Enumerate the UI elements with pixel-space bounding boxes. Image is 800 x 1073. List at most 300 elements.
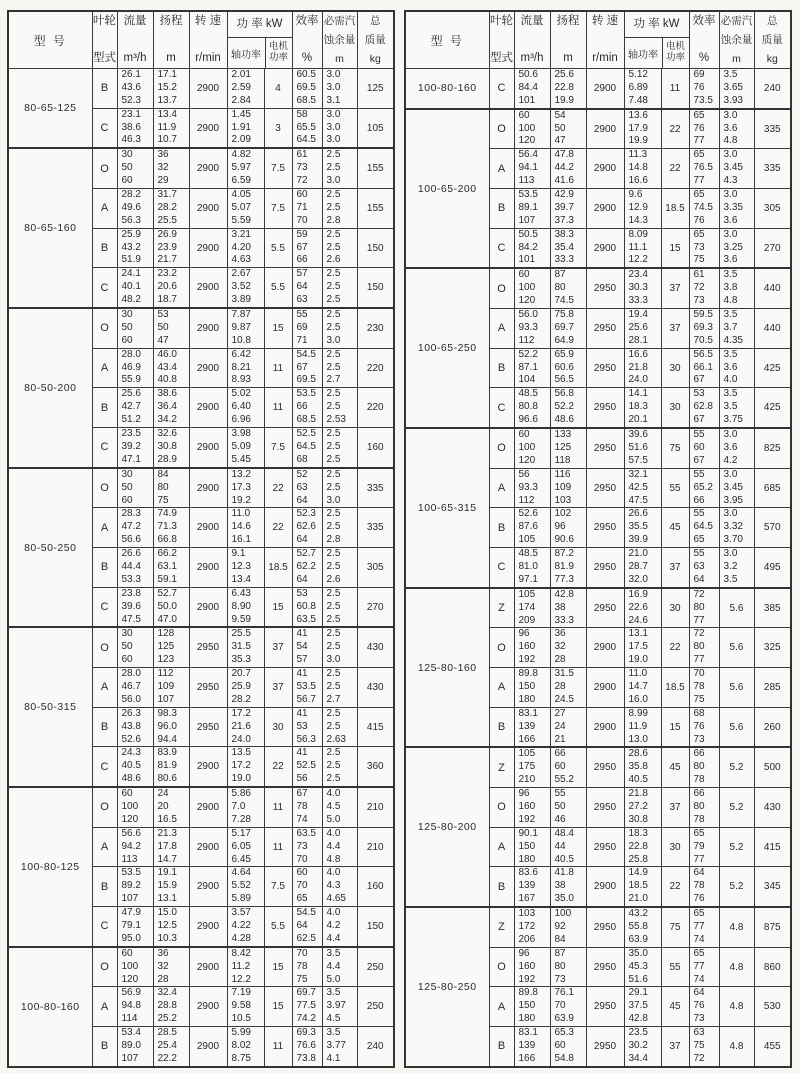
flow-cell: 83.1 139 166 [514, 707, 550, 747]
head-cell: 31.7 28.2 25.5 [153, 189, 189, 229]
header-power [227, 11, 292, 69]
impeller-type-cell: O [489, 268, 514, 308]
efficiency-cell: 63 75 72 [689, 1027, 719, 1067]
mass-cell: 220 [357, 388, 394, 428]
flow-cell: 48.5 80.8 96.6 [514, 388, 550, 428]
speed-cell: 2950 [586, 548, 624, 588]
mass-cell: 530 [754, 987, 791, 1027]
motor-power-cell: 15 [264, 308, 292, 348]
speed-cell: 2900 [189, 787, 227, 827]
shaft-power-cell: 43.2 55.8 63.9 [624, 907, 661, 947]
shaft-power-cell: 14.9 18.5 21.0 [624, 867, 661, 907]
impeller-type-cell: B [92, 228, 117, 268]
efficiency-cell: 66 80 78 [689, 788, 719, 828]
motor-power-cell: 37 [264, 627, 292, 667]
npsh-cell: 3.5 3.7 4.35 [719, 309, 754, 349]
npsh-cell: 5.6 [719, 588, 754, 628]
head-cell: 128 125 123 [153, 627, 189, 667]
table-row [8, 148, 394, 188]
npsh-cell: 2.5 2.5 2.6 [322, 548, 357, 588]
model-cell: 80-65-160 [8, 148, 92, 308]
header-efficiency: 效率 % [689, 11, 719, 69]
mass-cell: 155 [357, 148, 394, 188]
npsh-cell: 4.0 4.5 5.0 [322, 787, 357, 827]
head-cell: 42.8 38 33.3 [550, 588, 586, 628]
npsh-cell: 4.8 [719, 907, 754, 947]
efficiency-cell: 55 65.2 66 [689, 468, 719, 508]
impeller-type-cell: O [92, 627, 117, 667]
model-cell: 100-65-200 [405, 109, 489, 269]
efficiency-cell: 69 76 73.5 [689, 69, 719, 109]
impeller-type-cell: O [489, 109, 514, 149]
impeller-type-cell: O [489, 788, 514, 828]
speed-cell: 2950 [586, 428, 624, 468]
npsh-cell: 5.6 [719, 628, 754, 668]
mass-cell: 240 [754, 69, 791, 109]
npsh-cell: 5.6 [719, 668, 754, 708]
table-row [8, 468, 394, 508]
speed-cell: 2900 [189, 69, 227, 109]
motor-power-cell: 11 [264, 787, 292, 827]
motor-power-cell: 37 [661, 1027, 689, 1067]
head-cell: 52.7 50.0 47.0 [153, 587, 189, 627]
motor-power-cell: 30 [661, 827, 689, 867]
shaft-power-cell: 6.42 8.21 8.93 [227, 348, 264, 388]
shaft-power-cell: 23.5 30.2 34.4 [624, 1027, 661, 1067]
speed-cell: 2900 [189, 508, 227, 548]
head-cell: 26.9 23.9 21.7 [153, 228, 189, 268]
shaft-power-cell: 28.6 35.8 40.5 [624, 747, 661, 787]
shaft-power-cell: 19.4 25.6 28.1 [624, 309, 661, 349]
impeller-type-cell: A [489, 468, 514, 508]
mass-cell: 385 [754, 588, 791, 628]
efficiency-cell: 53 60.8 63.5 [292, 587, 322, 627]
header-power [624, 11, 689, 69]
table-row [405, 69, 791, 109]
head-cell: 32.6 30.8 28.9 [153, 428, 189, 468]
motor-power-cell: 11 [264, 1027, 292, 1067]
shaft-power-cell: 8.99 11.9 13.0 [624, 707, 661, 747]
mass-cell: 270 [754, 228, 791, 268]
speed-cell: 2900 [586, 668, 624, 708]
mass-cell: 360 [357, 747, 394, 787]
npsh-cell: 2.5 2.5 2.5 [322, 428, 357, 468]
flow-cell: 56.4 94.1 113 [514, 149, 550, 189]
impeller-type-cell: B [92, 388, 117, 428]
head-cell: 32.4 28.8 25.2 [153, 987, 189, 1027]
npsh-cell: 3.5 3.77 4.1 [322, 1027, 357, 1067]
header-motor-power: 电机 功率 [268, 41, 288, 63]
model-cell: 125-80-160 [405, 588, 489, 748]
mass-cell: 335 [754, 149, 791, 189]
efficiency-cell: 63.5 73 70 [292, 827, 322, 867]
shaft-power-cell: 11.0 14.7 16.0 [624, 668, 661, 708]
flow-cell: 83.1 139 166 [514, 1027, 550, 1067]
motor-power-cell: 22 [661, 149, 689, 189]
head-cell: 65.3 60 54.8 [550, 1027, 586, 1067]
speed-cell: 2900 [189, 587, 227, 627]
efficiency-cell: 72 80 77 [689, 628, 719, 668]
header-speed: 转 速 r/min [189, 11, 227, 69]
shaft-power-cell: 13.5 17.2 19.0 [227, 747, 264, 787]
model-cell: 125-80-200 [405, 747, 489, 907]
motor-power-cell: 22 [264, 747, 292, 787]
speed-cell: 2950 [586, 827, 624, 867]
npsh-cell: 3.5 3.5 3.75 [719, 388, 754, 428]
motor-power-cell: 7.5 [264, 148, 292, 188]
efficiency-cell: 58 65.5 64.5 [292, 108, 322, 148]
efficiency-cell: 66 80 78 [689, 747, 719, 787]
impeller-type-cell: B [92, 867, 117, 907]
motor-power-cell: 5.5 [264, 907, 292, 947]
flow-cell: 60 100 120 [514, 268, 550, 308]
motor-power-cell: 11 [264, 388, 292, 428]
speed-cell: 2950 [586, 468, 624, 508]
speed-cell: 2900 [586, 628, 624, 668]
npsh-cell: 5.2 [719, 827, 754, 867]
motor-power-cell: 75 [661, 428, 689, 468]
head-cell: 87 80 73 [550, 947, 586, 987]
motor-power-cell: 18.5 [661, 668, 689, 708]
mass-cell: 240 [357, 1027, 394, 1067]
header-model: 型 号 [405, 11, 489, 69]
npsh-cell: 2.5 2.5 3.0 [322, 308, 357, 348]
impeller-type-cell: B [489, 348, 514, 388]
motor-power-cell: 15 [661, 707, 689, 747]
efficiency-cell: 65 77 74 [689, 947, 719, 987]
speed-cell: 2950 [586, 747, 624, 787]
impeller-type-cell: B [489, 508, 514, 548]
mass-cell: 260 [754, 707, 791, 747]
efficiency-cell: 64 76 73 [689, 987, 719, 1027]
shaft-power-cell: 2.01 2.59 2.84 [227, 69, 264, 109]
table-row [405, 588, 791, 628]
flow-cell: 25.9 43.2 51.9 [117, 228, 153, 268]
npsh-cell: 3.0 3.6 4.2 [719, 428, 754, 468]
impeller-type-cell: B [489, 707, 514, 747]
shaft-power-cell: 5.02 6.40 6.96 [227, 388, 264, 428]
speed-cell: 2900 [189, 947, 227, 987]
efficiency-cell: 67 78 74 [292, 787, 322, 827]
head-cell: 66 60 55.2 [550, 747, 586, 787]
head-cell: 54 50 47 [550, 109, 586, 149]
speed-cell: 2900 [189, 348, 227, 388]
flow-cell: 89.8 150 180 [514, 668, 550, 708]
head-cell: 19.1 15.9 13.1 [153, 867, 189, 907]
motor-power-cell: 37 [661, 309, 689, 349]
head-cell: 24 20 16.5 [153, 787, 189, 827]
motor-power-cell: 11 [264, 827, 292, 867]
shaft-power-cell: 4.82 5.97 6.59 [227, 148, 264, 188]
efficiency-cell: 54.5 64 62.5 [292, 907, 322, 947]
shaft-power-cell: 11.3 14.8 16.6 [624, 149, 661, 189]
impeller-type-cell: O [489, 428, 514, 468]
header-power-kw: 功 率 kW [625, 12, 689, 38]
efficiency-cell: 52.5 64.5 68 [292, 428, 322, 468]
efficiency-cell: 56.5 66.1 67 [689, 348, 719, 388]
motor-power-cell: 55 [661, 468, 689, 508]
impeller-type-cell: A [92, 508, 117, 548]
npsh-cell: 2.5 2.5 2.8 [322, 189, 357, 229]
motor-power-cell: 30 [661, 588, 689, 628]
shaft-power-cell: 16.9 22.6 24.6 [624, 588, 661, 628]
shaft-power-cell: 18.3 22.8 25.8 [624, 827, 661, 867]
efficiency-cell: 41 53.5 56.7 [292, 668, 322, 708]
header-shaft-power: 轴功率 [228, 38, 266, 68]
speed-cell: 2950 [189, 627, 227, 667]
head-cell: 75.8 69.7 64.9 [550, 309, 586, 349]
npsh-cell: 3.5 3.65 3.93 [719, 69, 754, 109]
head-cell: 100 92 84 [550, 907, 586, 947]
shaft-power-cell: 5.17 6.05 6.45 [227, 827, 264, 867]
table-row [8, 947, 394, 987]
table-row [8, 69, 394, 109]
table-row [405, 109, 791, 149]
impeller-type-cell: C [489, 69, 514, 109]
efficiency-cell: 69.7 77.5 74.2 [292, 987, 322, 1027]
shaft-power-cell: 39.6 51.6 57.5 [624, 428, 661, 468]
head-cell: 36 32 28 [550, 628, 586, 668]
head-cell: 53 50 47 [153, 308, 189, 348]
speed-cell: 2900 [189, 548, 227, 588]
flow-cell: 96 160 192 [514, 947, 550, 987]
motor-power-cell: 37 [661, 548, 689, 588]
model-cell: 80-50-315 [8, 627, 92, 787]
npsh-cell: 4.8 [719, 947, 754, 987]
mass-cell: 860 [754, 947, 791, 987]
impeller-type-cell: A [92, 987, 117, 1027]
flow-cell: 96 160 192 [514, 628, 550, 668]
motor-power-cell: 22 [661, 109, 689, 149]
mass-cell: 150 [357, 268, 394, 308]
impeller-type-cell: Z [489, 747, 514, 787]
efficiency-cell: 65 74.5 76 [689, 189, 719, 229]
table-row [8, 627, 394, 667]
flow-cell: 30 50 60 [117, 627, 153, 667]
shaft-power-cell: 9.1 12.3 13.4 [227, 548, 264, 588]
motor-power-cell: 22 [264, 468, 292, 508]
npsh-cell: 2.5 2.5 2.6 [322, 228, 357, 268]
efficiency-cell: 41 52.5 56 [292, 747, 322, 787]
impeller-type-cell: O [92, 787, 117, 827]
model-cell: 100-80-160 [8, 947, 92, 1067]
header-row [8, 11, 394, 69]
flow-cell: 52.2 87.1 104 [514, 348, 550, 388]
shaft-power-cell: 20.7 25.9 28.2 [227, 668, 264, 708]
mass-cell: 325 [754, 628, 791, 668]
impeller-type-cell: B [489, 189, 514, 229]
mass-cell: 335 [754, 109, 791, 149]
head-cell: 36 32 29 [153, 148, 189, 188]
head-cell: 74.9 71.3 66.8 [153, 508, 189, 548]
header-head: 扬程 m [550, 11, 586, 69]
header-model: 型 号 [8, 11, 92, 69]
flow-cell: 60 100 120 [117, 947, 153, 987]
header-flow: 流量 m³/h [117, 11, 153, 69]
head-cell: 38.3 35.4 33.3 [550, 228, 586, 268]
shaft-power-cell: 17.2 21.6 24.0 [227, 707, 264, 747]
impeller-type-cell: B [489, 867, 514, 907]
motor-power-cell: 7.5 [264, 428, 292, 468]
motor-power-cell: 22 [264, 508, 292, 548]
head-cell: 133 125 118 [550, 428, 586, 468]
header-npsh: 必需汽 蚀余量 m [719, 11, 754, 69]
flow-cell: 56.9 94.8 114 [117, 987, 153, 1027]
efficiency-cell: 72 80 77 [689, 588, 719, 628]
motor-power-cell: 7.5 [264, 867, 292, 907]
mass-cell: 455 [754, 1027, 791, 1067]
shaft-power-cell: 11.0 14.6 16.1 [227, 508, 264, 548]
shaft-power-cell: 21.8 27.2 30.8 [624, 788, 661, 828]
motor-power-cell: 15 [264, 587, 292, 627]
flow-cell: 60 100 120 [514, 428, 550, 468]
motor-power-cell: 5.5 [264, 228, 292, 268]
motor-power-cell: 37 [661, 788, 689, 828]
speed-cell: 2950 [586, 947, 624, 987]
impeller-type-cell: O [92, 308, 117, 348]
flow-cell: 24.3 40.5 48.6 [117, 747, 153, 787]
head-cell: 98.3 96.0 94.4 [153, 707, 189, 747]
head-cell: 42.9 39.7 37.3 [550, 189, 586, 229]
flow-cell: 60 100 120 [514, 109, 550, 149]
table-row [8, 308, 394, 348]
speed-cell: 2950 [586, 508, 624, 548]
mass-cell: 220 [357, 348, 394, 388]
table-row [405, 428, 791, 468]
flow-cell: 52.6 87.6 105 [514, 508, 550, 548]
impeller-type-cell: C [489, 388, 514, 428]
mass-cell: 250 [357, 947, 394, 987]
impeller-type-cell: B [92, 707, 117, 747]
shaft-power-cell: 7.19 9.58 10.5 [227, 987, 264, 1027]
speed-cell: 2900 [586, 149, 624, 189]
speed-cell: 2950 [586, 588, 624, 628]
motor-power-cell: 5.5 [264, 268, 292, 308]
efficiency-cell: 55 69 71 [292, 308, 322, 348]
mass-cell: 285 [754, 668, 791, 708]
head-cell: 15.0 12.5 10.3 [153, 907, 189, 947]
speed-cell: 2950 [189, 707, 227, 747]
shaft-power-cell: 21.0 28.7 32.0 [624, 548, 661, 588]
head-cell: 116 109 103 [550, 468, 586, 508]
motor-power-cell: 11 [661, 69, 689, 109]
head-cell: 56.8 52.2 48.6 [550, 388, 586, 428]
efficiency-cell: 55 64.5 65 [689, 508, 719, 548]
npsh-cell: 2.5 2.5 2.5 [322, 747, 357, 787]
npsh-cell: 3.0 3.0 3.0 [322, 108, 357, 148]
mass-cell: 150 [357, 907, 394, 947]
speed-cell: 2900 [189, 268, 227, 308]
npsh-cell: 2.5 2.5 2.7 [322, 348, 357, 388]
shaft-power-cell: 3.98 5.09 5.45 [227, 428, 264, 468]
head-cell: 31.5 28 24.5 [550, 668, 586, 708]
model-cell: 80-50-200 [8, 308, 92, 468]
motor-power-cell: 45 [661, 508, 689, 548]
shaft-power-cell: 23.4 30.3 33.3 [624, 268, 661, 308]
head-cell: 38.6 36.4 34.2 [153, 388, 189, 428]
npsh-cell: 3.0 3.2 3.5 [719, 548, 754, 588]
flow-cell: 50.5 84.2 101 [514, 228, 550, 268]
impeller-type-cell: O [92, 468, 117, 508]
impeller-type-cell: A [489, 827, 514, 867]
impeller-type-cell: B [92, 548, 117, 588]
impeller-type-cell: A [489, 309, 514, 349]
flow-cell: 105 174 209 [514, 588, 550, 628]
npsh-cell: 4.8 [719, 987, 754, 1027]
flow-cell: 23.5 39.2 47.1 [117, 428, 153, 468]
speed-cell: 2900 [189, 747, 227, 787]
flow-cell: 26.1 43.6 52.3 [117, 69, 153, 109]
speed-cell: 2900 [189, 388, 227, 428]
impeller-type-cell: O [92, 148, 117, 188]
header-power-kw: 功 率 kW [228, 12, 292, 38]
mass-cell: 160 [357, 428, 394, 468]
mass-cell: 150 [357, 228, 394, 268]
mass-cell: 305 [754, 189, 791, 229]
mass-cell: 270 [357, 587, 394, 627]
motor-power-cell: 15 [264, 987, 292, 1027]
shaft-power-cell: 4.64 5.52 5.89 [227, 867, 264, 907]
mass-cell: 105 [357, 108, 394, 148]
head-cell: 41.8 38 35.0 [550, 867, 586, 907]
efficiency-cell: 65 79 77 [689, 827, 719, 867]
flow-cell: 30 50 60 [117, 468, 153, 508]
header-shaft-power: 轴功率 [625, 38, 663, 68]
impeller-type-cell: A [92, 189, 117, 229]
header-speed: 转 速 r/min [586, 11, 624, 69]
speed-cell: 2900 [586, 228, 624, 268]
model-cell: 100-65-315 [405, 428, 489, 588]
mass-cell: 500 [754, 747, 791, 787]
motor-power-cell: 22 [661, 628, 689, 668]
speed-cell: 2900 [189, 867, 227, 907]
motor-power-cell: 22 [661, 867, 689, 907]
flow-cell: 89.8 150 180 [514, 987, 550, 1027]
speed-cell: 2950 [586, 907, 624, 947]
impeller-type-cell: O [92, 947, 117, 987]
flow-cell: 47.9 79.1 95.0 [117, 907, 153, 947]
impeller-type-cell: C [92, 747, 117, 787]
shaft-power-cell: 13.6 17.9 19.9 [624, 109, 661, 149]
efficiency-cell: 70 78 75 [292, 947, 322, 987]
flow-cell: 28.3 47.2 56.6 [117, 508, 153, 548]
motor-power-cell: 37 [264, 668, 292, 708]
head-cell: 17.1 15.2 13.7 [153, 69, 189, 109]
head-cell: 46.0 43.4 40.8 [153, 348, 189, 388]
impeller-type-cell: C [92, 428, 117, 468]
mass-cell: 430 [754, 788, 791, 828]
speed-cell: 2900 [586, 867, 624, 907]
npsh-cell: 3.0 3.35 3.6 [719, 189, 754, 229]
mass-cell: 210 [357, 827, 394, 867]
mass-cell: 415 [754, 827, 791, 867]
model-cell: 100-65-250 [405, 268, 489, 428]
npsh-cell: 4.0 4.2 4.4 [322, 907, 357, 947]
npsh-cell: 3.5 3.8 4.8 [719, 268, 754, 308]
npsh-cell: 3.0 3.32 3.70 [719, 508, 754, 548]
speed-cell: 2950 [586, 1027, 624, 1067]
mass-cell: 335 [357, 468, 394, 508]
npsh-cell: 2.5 2.5 2.5 [322, 268, 357, 308]
flow-cell: 23.1 38.6 46.3 [117, 108, 153, 148]
head-cell: 36 32 28 [153, 947, 189, 987]
flow-cell: 48.5 81.0 97.1 [514, 548, 550, 588]
speed-cell: 2950 [586, 987, 624, 1027]
header-mass: 总 质量 kg [357, 11, 394, 69]
head-cell: 65.9 60.6 56.5 [550, 348, 586, 388]
mass-cell: 230 [357, 308, 394, 348]
speed-cell: 2950 [586, 788, 624, 828]
